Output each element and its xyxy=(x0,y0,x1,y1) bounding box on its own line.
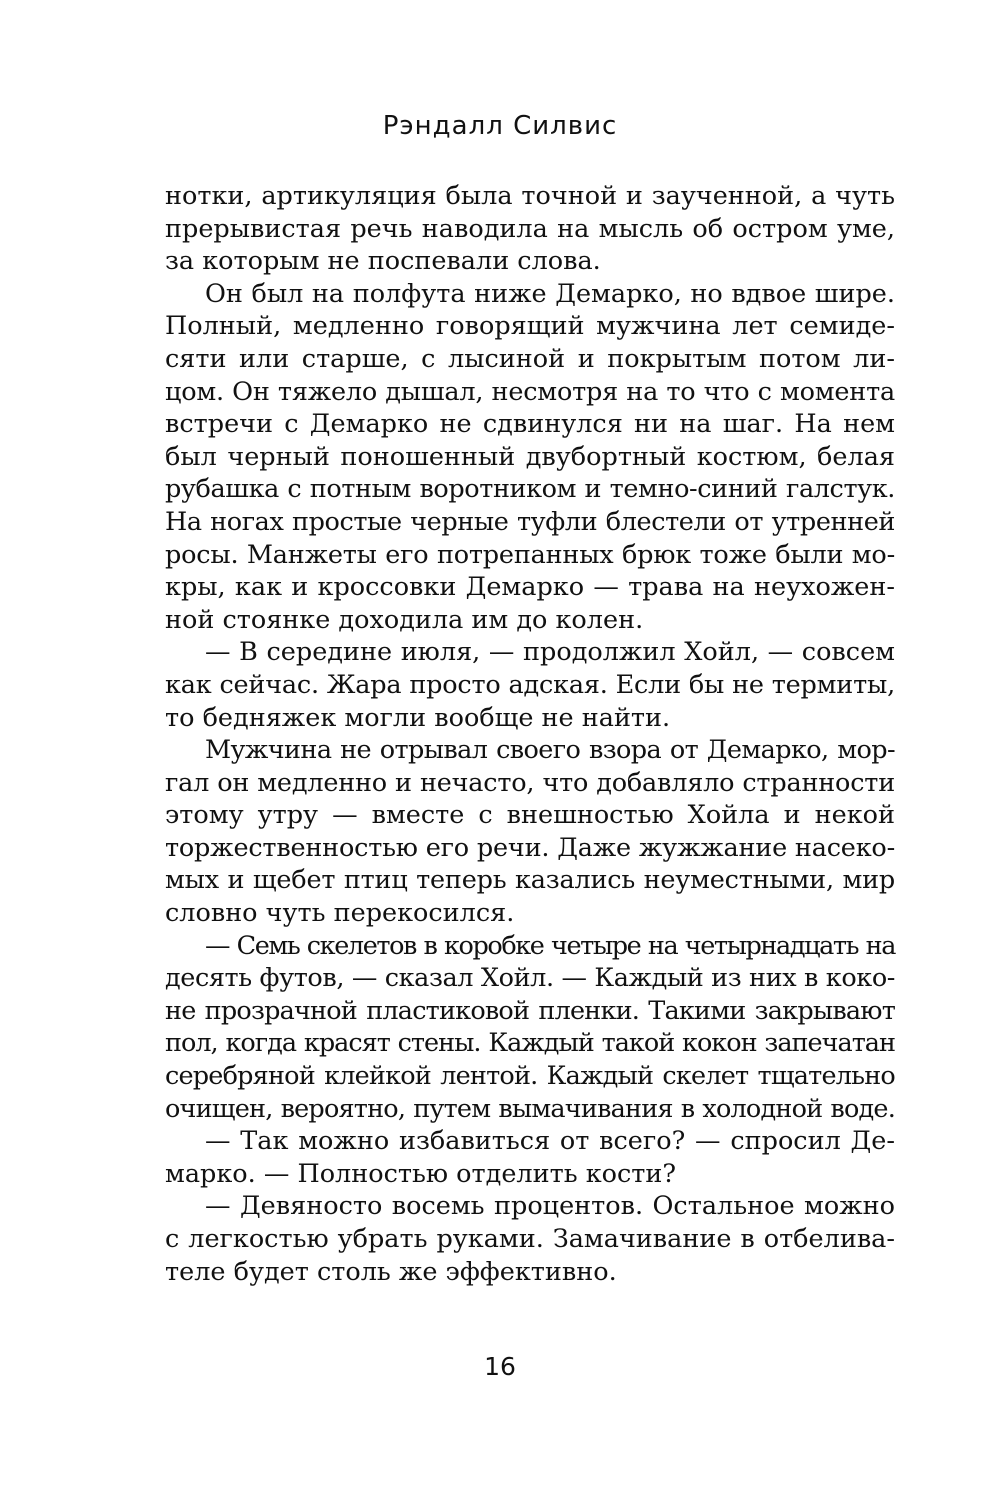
text-line: этому утру — вместе с внешностью Хойла и некой xyxy=(165,800,895,831)
text-line: ной стоянке доходила им до колен. xyxy=(165,604,644,635)
text-line: словно чуть перекосился. xyxy=(165,898,515,929)
text-line: очищен, вероятно, путем вымачивания в холодной воде. xyxy=(165,1093,895,1124)
text-line: — В середине июля, — продолжил Хойл, — совсем xyxy=(205,637,895,668)
text-line: был черный поношенный двубортный костюм, белая xyxy=(165,441,895,472)
text-line: сяти или старше, с лысиной и покрытым потом ли- xyxy=(165,343,895,374)
text-line: нотки, артикуляция была точной и заученной, а чуть xyxy=(165,181,895,211)
text-line: встречи с Демарко не сдвинулся ни на шаг. На нем xyxy=(165,409,895,440)
text-line: серебряной клейкой лентой. Каждый скелет тщательно xyxy=(165,1061,895,1092)
text-line: Полный, медленно говорящий мужчина лет семиде- xyxy=(165,311,895,342)
text-line: за которым не поспевали слова. xyxy=(165,246,601,277)
text-line: цом. Он тяжело дышал, несмотря на то что с момента xyxy=(165,376,895,407)
text-line: теле будет столь же эффективно. xyxy=(165,1256,617,1287)
running-header: Рэндалл Силвис xyxy=(382,111,618,141)
text-line: не прозрачной пластиковой пленки. Такими закрывают xyxy=(165,995,895,1026)
text-line: мых и щебет птиц теперь казались неуместными, мир xyxy=(165,865,895,896)
page-number: 16 xyxy=(484,1352,516,1381)
text-line: росы. Манжеты его потрепанных брюк тоже были мо- xyxy=(165,539,895,570)
text-line: — Девяносто восемь процентов. Остальное можно xyxy=(205,1191,895,1222)
text-line: Он был на полфута ниже Демарко, но вдвое шире. xyxy=(205,278,895,309)
text-line: прерывистая речь наводила на мысль об остром уме, xyxy=(165,213,895,244)
text-line: гал он медленно и нечасто, что добавляло странности xyxy=(165,767,895,798)
body-text xyxy=(165,180,895,1288)
text-line: марко. — Полностью отделить кости? xyxy=(165,1158,677,1189)
text-line: с легкостью убрать руками. Замачивание в отбелива- xyxy=(165,1224,895,1254)
text-line: пол, когда красят стены. Каждый такой кокон запечатан xyxy=(165,1028,895,1059)
text-line: рубашка с потным воротником и темно-синий галстук. xyxy=(165,474,895,505)
text-line: Мужчина не отрывал своего взора от Демарко, мор- xyxy=(205,735,895,766)
text-line: торжественностью его речи. Даже жужжание насеко- xyxy=(165,832,895,863)
text-line: — Так можно избавиться от всего? — спросил Де- xyxy=(205,1126,895,1157)
text-line: как сейчас. Жара просто адская. Если бы не термиты, xyxy=(165,669,895,700)
text-line: — Семь скелетов в коробке четыре на четырнадцать на xyxy=(205,930,895,961)
text-line: десять футов, — сказал Хойл. — Каждый из них в коко- xyxy=(165,963,895,994)
text-line: кры, как и кроссовки Демарко — трава на неухожен- xyxy=(165,572,895,603)
text-line: На ногах простые черные туфли блестели от утренней xyxy=(165,506,895,537)
text-line: то бедняжек могли вообще не найти. xyxy=(165,702,671,733)
